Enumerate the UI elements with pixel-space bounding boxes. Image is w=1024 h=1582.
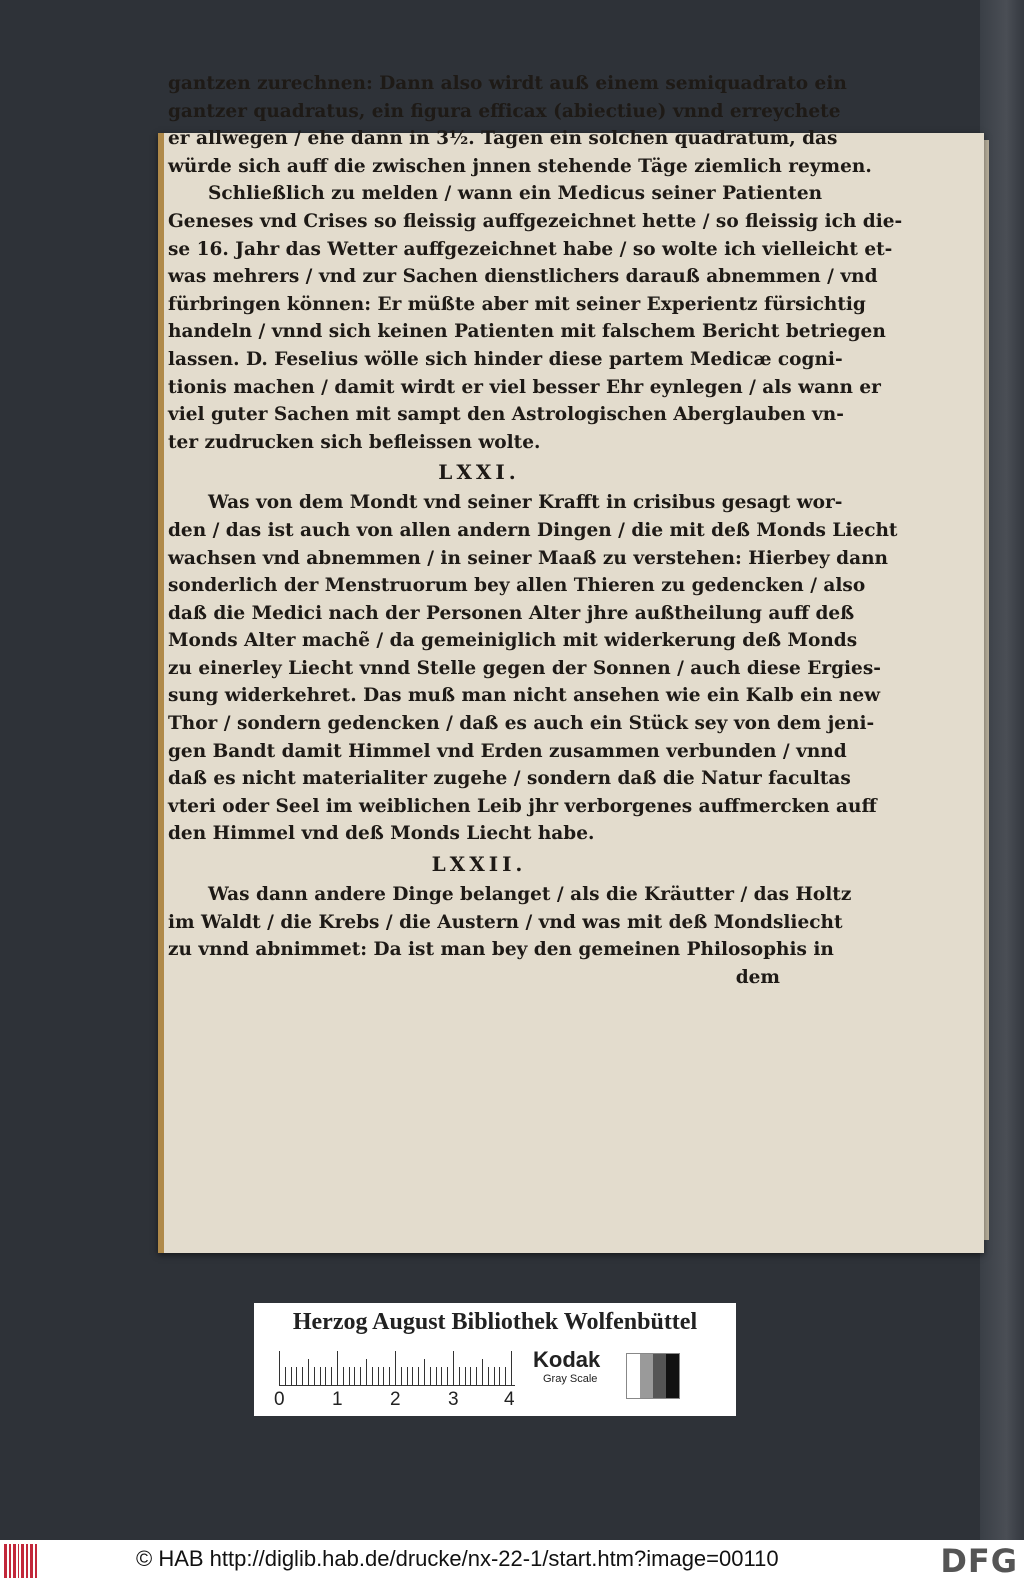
swatch-gray — [640, 1354, 653, 1398]
text-line: den Himmel vnd deß Monds Liecht habe. — [168, 823, 595, 845]
ruler-number: 0 — [274, 1389, 285, 1410]
ruler-tick — [465, 1367, 466, 1385]
text-line: Was von dem Mondt vnd seiner Krafft in crisibus gesagt wor- — [208, 492, 843, 514]
text-line: Thor / sondern gedencken / daß es auch ein Stück sey von dem jeni- — [168, 713, 875, 735]
text-line: Geneses vnd Crises so fleissig auffgezeichnet hette / so fleissig ich die- — [168, 210, 903, 232]
ruler-tick — [424, 1359, 425, 1385]
ruler-tick — [383, 1367, 384, 1385]
gray-scale-label: Gray Scale — [543, 1373, 598, 1385]
text-line: gen Bandt damit Himmel vnd Erden zusammen verbunden / vnnd — [168, 740, 847, 762]
ruler-tick — [325, 1367, 326, 1385]
ruler-tick — [459, 1367, 460, 1385]
ruler-tick — [308, 1359, 309, 1385]
gray-swatches — [626, 1353, 680, 1399]
logo-bar — [9, 1544, 11, 1578]
logo-bar — [26, 1544, 28, 1578]
ruler — [279, 1349, 515, 1386]
ruler-numbers — [272, 1389, 532, 1411]
swatch-white — [627, 1354, 640, 1398]
ruler-tick — [505, 1367, 506, 1385]
text-line: Schließlich zu melden / wann ein Medicus seiner Patienten — [208, 183, 823, 205]
logo-bar — [13, 1544, 16, 1578]
ruler-number: 1 — [332, 1389, 343, 1410]
ruler-tick — [302, 1367, 303, 1385]
ruler-tick — [378, 1367, 379, 1385]
logo-bar — [21, 1544, 24, 1578]
text-line: lassen. D. Feselius wölle sich hinder diese partem Medicæ cogni- — [168, 348, 843, 370]
ruler-tick — [366, 1359, 367, 1385]
ruler-tick — [372, 1367, 373, 1385]
text-line: gantzen zurechnen: Dann also wirdt auß einem semiquadrato ein — [168, 73, 847, 94]
ruler-tick — [320, 1367, 321, 1385]
ruler-tick — [354, 1367, 355, 1385]
ruler-tick — [314, 1367, 315, 1385]
ruler-tick — [482, 1359, 483, 1385]
text-line: zu einerley Liecht vnnd Stelle gegen der Sonnen / auch diese Ergies- — [168, 657, 881, 679]
color-scale-card — [254, 1303, 736, 1416]
text-line: gantzer quadratus, ein figura efficax (abiectiue) vnnd erreychete — [168, 100, 841, 122]
text-line: zu vnnd abnimmet: Da ist man bey den gemeinen Philosophis in — [168, 939, 834, 961]
page-text — [168, 70, 903, 1090]
footer-bar — [0, 1540, 1024, 1582]
text-line: daß die Medici nach der Personen Alter jhre außtheilung auff deß — [168, 602, 855, 624]
ruler-tick — [401, 1367, 402, 1385]
text-line: den / das ist auch von allen andern Dingen / die mit deß Monds Liecht — [168, 519, 898, 541]
dfg-logo: DFG — [940, 1542, 1018, 1580]
ruler-tick — [436, 1367, 437, 1385]
text-line: Was dann andere Dinge belanget / als die Kräutter / das Holtz — [208, 884, 852, 906]
text-line: sung widerkehret. Das muß man nicht ansehen wie ein Kalb ein new — [168, 685, 881, 707]
swatch-dark — [653, 1354, 666, 1398]
ruler-tick — [337, 1351, 338, 1385]
text-line: wachsen vnd abnemmen / in seiner Maaß zu verstehen: Hierbey dann — [168, 547, 889, 569]
text-line: was mehrers / vnd zur Sachen dienstlichers darauß abnemmen / vnd — [168, 266, 878, 288]
ruler-tick — [412, 1367, 413, 1385]
text-line: ter zudrucken sich befleissen wolte. — [168, 431, 541, 453]
text-line: daß es nicht materialiter zugehe / sondern daß die Natur facultas — [168, 768, 851, 790]
section-72-text — [168, 881, 852, 964]
text-line: er allwegen / ehe dann in 3½. Tagen ein solchen quadratum, das — [168, 128, 838, 150]
ruler-tick — [418, 1367, 419, 1385]
ruler-tick — [476, 1367, 477, 1385]
ruler-tick — [441, 1367, 442, 1385]
text-line: handeln / vnnd sich keinen Patienten mit falschem Bericht betriegen — [168, 321, 886, 343]
library-name: Herzog August Bibliothek Wolfenbüttel — [292, 1309, 698, 1335]
text-line: tionis machen / damit wirdt er viel besser Ehr eynlegen / als wann er — [168, 376, 881, 398]
logo-bar — [30, 1544, 33, 1578]
text-line: viel guter Sachen mit sampt den Astrologischen Aberglauben vn- — [168, 404, 844, 426]
ruler-tick — [430, 1367, 431, 1385]
ruler-tick — [343, 1367, 344, 1385]
text-line: vteri oder Seel im weiblichen Leib jhr verborgenes auffmercken auff — [168, 795, 877, 817]
ruler-tick — [453, 1351, 454, 1385]
ruler-tick — [395, 1351, 396, 1385]
ruler-tick — [279, 1351, 280, 1385]
ruler-tick — [296, 1367, 297, 1385]
catchword: dem — [735, 966, 780, 988]
ruler-tick — [494, 1367, 495, 1385]
logo-bar — [18, 1544, 19, 1578]
logo-bar — [4, 1544, 7, 1578]
ruler-number: 4 — [504, 1389, 515, 1410]
ruler-tick — [488, 1367, 489, 1385]
text-line: würde sich auff die zwischen jnnen stehende Täge ziemlich reymen. — [168, 155, 872, 177]
section-heading-72: LXXII. — [431, 852, 527, 877]
ruler-tick — [407, 1367, 408, 1385]
text-line: Monds Alter machẽ / da gemeiniglich mit widerkerung deß Monds — [168, 630, 858, 652]
hab-logo-icon — [4, 1544, 48, 1578]
text-line: fürbringen können: Er müßte aber mit seiner Experientz fürsichtig — [168, 293, 866, 315]
ruler-number: 3 — [448, 1389, 459, 1410]
ruler-tick — [331, 1367, 332, 1385]
ruler-tick — [349, 1367, 350, 1385]
ruler-tick — [447, 1367, 448, 1385]
ruler-number: 2 — [390, 1389, 401, 1410]
section-71-text — [168, 489, 898, 848]
logo-bar — [35, 1544, 37, 1578]
text-line: im Waldt / die Krebs / die Austern / vnd was mit deß Mondsliecht — [168, 911, 843, 933]
paragraph-continued — [168, 70, 872, 180]
text-line: se 16. Jahr das Wetter auffgezeichnet habe / so wolte ich vielleicht et- — [168, 238, 893, 260]
copyright-link[interactable]: © HAB http://diglib.hab.de/drucke/nx-22-1/start.htm?image=00110 — [136, 1546, 779, 1571]
section-heading-71: LXXI. — [438, 460, 520, 485]
ruler-tick — [360, 1367, 361, 1385]
ruler-tick — [291, 1367, 292, 1385]
text-line: sonderlich der Menstruorum bey allen Thieren zu gedencken / also — [168, 575, 866, 597]
swatch-black — [666, 1354, 679, 1398]
ruler-tick — [389, 1367, 390, 1385]
paragraph-conclusion — [168, 180, 903, 456]
ruler-tick — [470, 1367, 471, 1385]
ruler-tick — [499, 1367, 500, 1385]
kodak-brand: Kodak — [533, 1347, 601, 1372]
ruler-tick — [285, 1367, 286, 1385]
ruler-tick — [511, 1351, 512, 1385]
